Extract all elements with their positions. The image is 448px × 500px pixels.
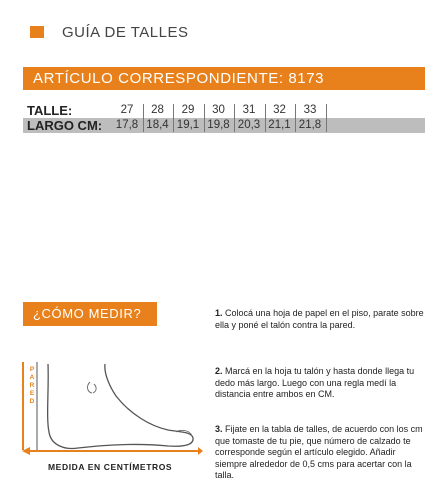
title-accent-square [30, 26, 44, 38]
wall-letter: A [29, 374, 35, 381]
largo-cell: 20,3 [237, 119, 261, 131]
step-2-text: Marcá en la hoja tu talón y hasta donde llega tu dedo más largo. Luego con una regla medí la distancia entre ambos en CM. [215, 366, 415, 399]
largo-cell: 21,1 [268, 119, 291, 131]
talle-cell: 32 [273, 104, 286, 116]
largo-label: LARGO CM: [27, 118, 103, 133]
talle-cell: 33 [303, 104, 317, 116]
table-divider [295, 104, 296, 132]
talle-cell: 29 [181, 104, 195, 116]
step-1 [215, 308, 425, 331]
table-divider [326, 104, 327, 132]
wall-label [26, 366, 38, 406]
page-title: GUÍA DE TALLES [62, 24, 189, 41]
foot-measure-icon [18, 360, 203, 460]
talle-cell: 30 [212, 104, 225, 116]
talle-label: TALLE: [27, 103, 73, 118]
talle-cell: 28 [151, 104, 164, 116]
table-divider [173, 104, 174, 132]
wall-letter: R [29, 382, 35, 389]
step-1-text: Colocá una hoja de papel en el piso, parate sobre ella y poné el talón contra la pared. [215, 308, 424, 330]
talle-cell: 31 [242, 104, 256, 116]
table-divider [234, 104, 235, 132]
step-3 [215, 424, 425, 482]
table-divider [143, 104, 144, 132]
largo-cell: 17,8 [115, 119, 139, 131]
wall-letter: D [29, 398, 35, 405]
table-divider [204, 104, 205, 132]
step-1-number: 1. [215, 308, 223, 318]
largo-cell: 21,8 [298, 119, 322, 131]
talle-row [23, 103, 425, 118]
step-3-number: 3. [215, 424, 223, 434]
largo-cell: 18,4 [146, 119, 169, 131]
step-3-text: Fijate en la tabla de talles, de acuerdo con los cm que tomaste de tu pie, que número de calzado te corresponde según el artículo elegido. Añadir siempre alrededor de 0,5 cms para acertar con la talla. [215, 424, 423, 480]
wall-letter: E [29, 390, 35, 397]
largo-cell: 19,1 [176, 119, 200, 131]
talle-cell: 27 [120, 104, 134, 116]
size-table [23, 103, 425, 133]
step-2 [215, 366, 425, 401]
largo-row [23, 118, 425, 133]
measure-cm-label: MEDIDA EN CENTÍMETROS [48, 462, 173, 472]
step-2-number: 2. [215, 366, 223, 376]
largo-cell: 19,8 [207, 119, 230, 131]
wall-letter: P [29, 366, 35, 373]
table-divider [265, 104, 266, 132]
article-title: ARTÍCULO CORRESPONDIENTE: 8173 [33, 70, 325, 87]
measure-title: ¿CÓMO MEDIR? [33, 306, 142, 321]
